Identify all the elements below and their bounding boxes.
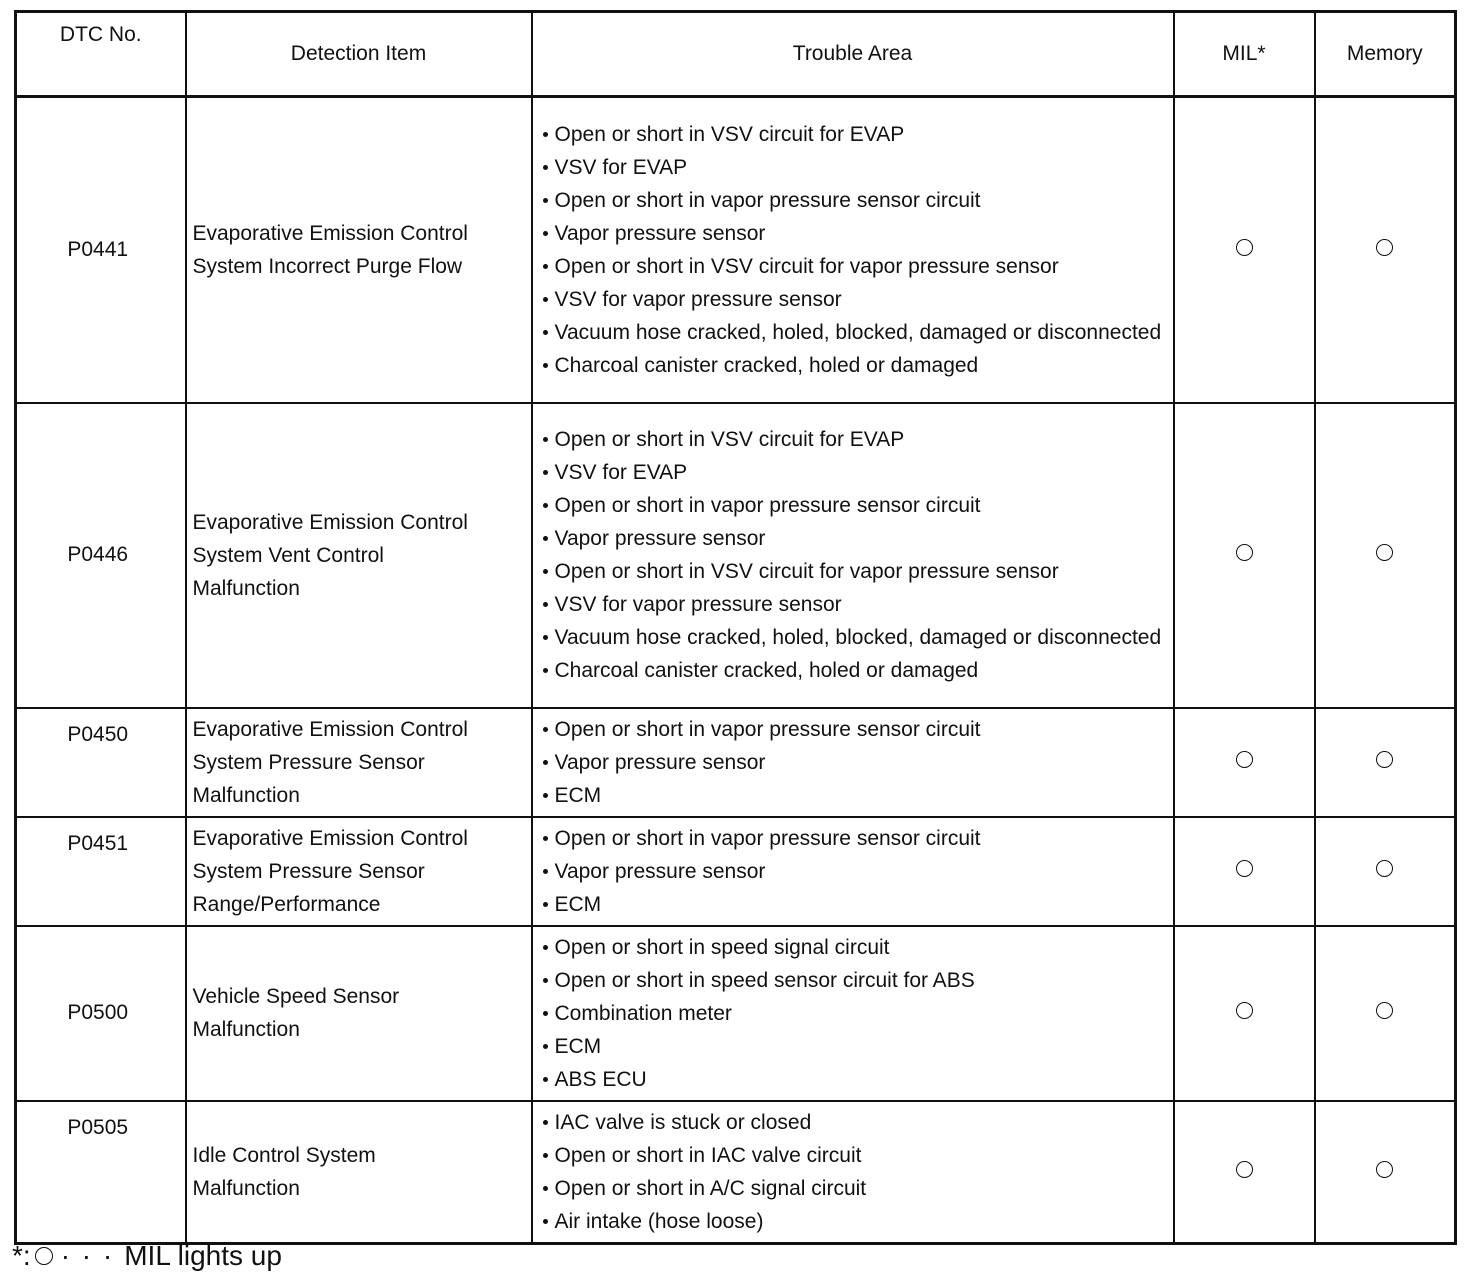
trouble-area: [532, 926, 1174, 1101]
trouble-area-item: Open or short in VSV circuit for vapor pressure sensor: [541, 555, 1169, 588]
header-mil: MIL*: [1174, 12, 1315, 97]
detection-item-line: Evaporative Emission Control: [192, 510, 468, 534]
table-body: [16, 97, 1456, 1244]
trouble-area-item: Open or short in vapor pressure sensor circuit: [541, 822, 1169, 855]
detection-item-line: System Pressure Sensor: [192, 750, 425, 774]
trouble-area-item: IAC valve is stuck or closed: [541, 1106, 1169, 1139]
header-row: [16, 12, 1456, 97]
trouble-area-item: Open or short in A/C signal circuit: [541, 1172, 1169, 1205]
mil-cell: [1174, 1101, 1315, 1244]
trouble-area-item: ECM: [541, 1030, 1169, 1063]
trouble-area-list: [541, 1106, 1169, 1238]
detection-item: [186, 817, 532, 926]
memory-cell: [1315, 403, 1456, 708]
memory-cell: [1315, 708, 1456, 817]
trouble-area-item: Vapor pressure sensor: [541, 217, 1169, 250]
memory-cell: [1315, 926, 1456, 1101]
trouble-area: [532, 403, 1174, 708]
dtc-code: P0505: [16, 1101, 186, 1244]
circle-mark-icon: [1376, 860, 1393, 877]
table-row: [16, 926, 1456, 1101]
table-row: [16, 817, 1456, 926]
trouble-area-item: Open or short in vapor pressure sensor circuit: [541, 184, 1169, 217]
trouble-area: [532, 817, 1174, 926]
mil-cell: [1174, 403, 1315, 708]
trouble-area-list: [541, 118, 1169, 382]
table-row: [16, 708, 1456, 817]
header-detection-item: Detection Item: [186, 12, 532, 97]
detection-item: [186, 1101, 532, 1244]
trouble-area-item: VSV for EVAP: [541, 456, 1169, 489]
footnote-prefix: *:: [12, 1240, 31, 1271]
circle-mark-icon: [1236, 544, 1253, 561]
trouble-area-item: Open or short in speed sensor circuit for ABS: [541, 964, 1169, 997]
footnote-dots: · · ·: [60, 1240, 115, 1271]
trouble-area-list: [541, 931, 1169, 1096]
memory-cell: [1315, 817, 1456, 926]
table-row: [16, 1101, 1456, 1244]
trouble-area-item: Open or short in vapor pressure sensor circuit: [541, 489, 1169, 522]
detection-item-line: Malfunction: [192, 1018, 300, 1041]
detection-item-line: System Incorrect Purge Flow: [192, 254, 463, 278]
trouble-area: [532, 708, 1174, 817]
detection-item: [186, 403, 532, 708]
trouble-area-list: [541, 713, 1169, 812]
table-header: [16, 12, 1456, 97]
trouble-area-list: [541, 822, 1169, 921]
detection-item-line: Evaporative Emission Control: [192, 221, 468, 245]
circle-mark-icon: [1236, 1002, 1253, 1019]
trouble-area-item: Open or short in VSV circuit for EVAP: [541, 423, 1169, 456]
trouble-area-item: Open or short in VSV circuit for EVAP: [541, 118, 1169, 151]
circle-mark-icon: [1236, 1161, 1253, 1178]
trouble-area-item: Open or short in VSV circuit for vapor pressure sensor: [541, 250, 1169, 283]
circle-mark-icon: [35, 1247, 53, 1265]
detection-item-line: Evaporative Emission Control: [192, 717, 468, 741]
mil-cell: [1174, 926, 1315, 1101]
trouble-area-item: Vapor pressure sensor: [541, 522, 1169, 555]
trouble-area-item: Vacuum hose cracked, holed, blocked, damaged or disconnected: [541, 316, 1169, 349]
trouble-area-item: VSV for EVAP: [541, 151, 1169, 184]
circle-mark-icon: [1236, 239, 1253, 256]
trouble-area-item: Vacuum hose cracked, holed, blocked, damaged or disconnected: [541, 621, 1169, 654]
detection-item: [186, 926, 532, 1101]
trouble-area-item: Vapor pressure sensor: [541, 855, 1169, 888]
trouble-area-item: Open or short in IAC valve circuit: [541, 1139, 1169, 1172]
trouble-area-item: VSV for vapor pressure sensor: [541, 588, 1169, 621]
circle-mark-icon: [1376, 544, 1393, 561]
trouble-area: [532, 97, 1174, 403]
mil-cell: [1174, 817, 1315, 926]
header-memory: Memory: [1315, 12, 1456, 97]
detection-item: [186, 708, 532, 817]
footnote-text: MIL lights up: [124, 1240, 282, 1271]
detection-item-line: System Pressure Sensor: [192, 859, 425, 883]
circle-mark-icon: [1236, 860, 1253, 877]
mil-cell: [1174, 97, 1315, 403]
detection-item: [186, 97, 532, 403]
detection-item-line: System Vent Control: [192, 543, 384, 567]
footnote: [12, 1238, 282, 1274]
memory-cell: [1315, 97, 1456, 403]
trouble-area-item: Vapor pressure sensor: [541, 746, 1169, 779]
detection-item-line: Malfunction: [192, 783, 300, 807]
detection-item-line: Vehicle Speed Sensor: [192, 985, 400, 1008]
detection-item-line: Evaporative Emission Control: [192, 826, 468, 850]
trouble-area-list: [541, 423, 1169, 687]
detection-item-line: Range/Performance: [192, 892, 381, 916]
trouble-area: [532, 1101, 1174, 1244]
table-row: [16, 403, 1456, 708]
trouble-area-item: Open or short in speed signal circuit: [541, 931, 1169, 964]
trouble-area-item: Charcoal canister cracked, holed or damaged: [541, 349, 1169, 382]
dtc-table: [14, 10, 1457, 1245]
header-trouble-area: Trouble Area: [532, 12, 1174, 97]
trouble-area-item: Air intake (hose loose): [541, 1205, 1169, 1238]
circle-mark-icon: [1376, 239, 1393, 256]
circle-mark-icon: [1376, 751, 1393, 768]
dtc-code: P0451: [16, 817, 186, 926]
detection-item-line: Idle Control System: [192, 1143, 376, 1167]
circle-mark-icon: [1236, 751, 1253, 768]
trouble-area-item: Charcoal canister cracked, holed or damaged: [541, 654, 1169, 687]
trouble-area-item: ECM: [541, 888, 1169, 921]
table-row: [16, 97, 1456, 403]
dtc-code: P0441: [16, 97, 186, 403]
mil-cell: [1174, 708, 1315, 817]
header-dtc-no: DTC No.: [16, 12, 186, 97]
circle-mark-icon: [1376, 1161, 1393, 1178]
dtc-code: P0450: [16, 708, 186, 817]
dtc-code: P0500: [16, 926, 186, 1101]
trouble-area-item: Combination meter: [541, 997, 1169, 1030]
detection-item-line: Malfunction: [192, 576, 300, 600]
trouble-area-item: Open or short in vapor pressure sensor circuit: [541, 713, 1169, 746]
detection-item-line: Malfunction: [192, 1176, 300, 1200]
memory-cell: [1315, 1101, 1456, 1244]
circle-mark-icon: [1376, 1002, 1393, 1019]
dtc-code: P0446: [16, 403, 186, 708]
trouble-area-item: ABS ECU: [541, 1063, 1169, 1096]
trouble-area-item: VSV for vapor pressure sensor: [541, 283, 1169, 316]
trouble-area-item: ECM: [541, 779, 1169, 812]
